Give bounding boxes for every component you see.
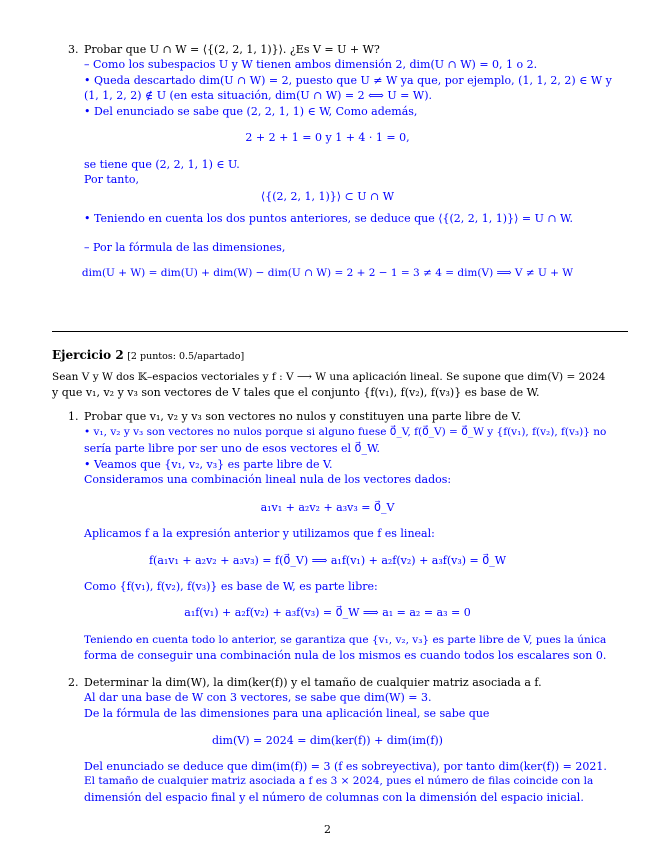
answer-line: Como {f(v₁), f(v₂), f(v₃)} es base de W, es parte libre: [84,580,378,593]
equation: dim(V) = 2024 = dim(ker(f)) + dim(im(f)) [212,734,443,747]
answer-line: – Como los subespacios U y W tienen ambos dimensión 2, dim(U ∩ W) = 0, 1 o 2. [84,58,538,71]
question-text: Probar que v₁, v₂ y v₃ son vectores no nulos y constituyen una parte libre de V. [84,410,522,423]
exercise-heading [52,349,244,363]
item-number: 2. [68,676,79,689]
answer-line: • Veamos que {v₁, v₂, v₃} es parte libre de V. [84,458,333,471]
answer-line: forma de conseguir una combinación nula de los mismos es cuando todos los escalares son 0. [84,649,607,662]
answer-line: se tiene que (2, 2, 1, 1) ∈ U. [84,158,240,171]
answer-line: El tamaño de cualquier matriz asociada a f es 3 × 2024, pues el número de filas coincide con la [84,775,594,787]
answer-line: • Del enunciado se sabe que (2, 2, 1, 1) ∈ W, Como además, [84,105,418,118]
equation: a₁f(v₁) + a₂f(v₂) + a₃f(v₃) = 0⃗_W ⟹ a₁ = a₂ = a₃ = 0 [184,606,471,619]
answer-line: • Teniendo en cuenta los dos puntos anteriores, se deduce que ⟨{(2, 2, 1, 1)}⟩ = U ∩ W. [84,212,573,225]
exercise-intro: y que v₁, v₂ y v₃ son vectores de V tales que el conjunto {f(v₁), f(v₂), f(v₃)} es base de W. [52,386,540,399]
page-number: 2 [324,823,331,836]
equation: ⟨{(2, 2, 1, 1)}⟩ ⊂ U ∩ W [260,190,395,203]
item-number: 3. [68,43,79,56]
question-text: Probar que U ∩ W = ⟨{(2, 2, 1, 1)}⟩. ¿Es V = U + W? [84,43,380,56]
exercise-title: Ejercicio 2 [52,348,124,362]
section-divider [52,331,628,332]
equation: dim(U + W) = dim(U) + dim(W) − dim(U ∩ W) = 2 + 2 − 1 = 3 ≠ 4 = dim(V) ⟹ V ≠ U + W [81,267,574,279]
answer-line: Consideramos una combinación lineal nula de los vectores dados: [84,473,452,486]
answer-line: Por tanto, [84,173,139,186]
equation: a₁v₁ + a₂v₂ + a₃v₃ = 0⃗_V [260,501,395,514]
answer-line: dimensión del espacio final y el número de columnas con la dimensión del espacio inicial. [84,791,584,804]
item-number: 1. [68,410,79,423]
exercise-intro: Sean V y W dos 𝕂–espacios vectoriales y f : V ⟶ W una aplicación lineal. Se supone que dim(V) = 2024 [52,371,606,383]
question-text: Determinar la dim(W), la dim(ker(f)) y el tamaño de cualquier matriz asociada a f. [84,676,542,689]
answer-line: – Por la fórmula de las dimensiones, [84,241,286,254]
equation: f(a₁v₁ + a₂v₂ + a₃v₃) = f(0⃗_V) ⟹ a₁f(v₁) + a₂f(v₂) + a₃f(v₃) = 0⃗_W [148,554,507,567]
equation: 2 + 2 + 1 = 0 y 1 + 4 · 1 = 0, [245,131,410,144]
answer-line: sería parte libre por ser uno de esos vectores el 0⃗_W. [84,442,380,455]
answer-line: De la fórmula de las dimensiones para una aplicación lineal, se sabe que [84,707,490,720]
answer-line: Del enunciado se deduce que dim(im(f)) = 3 (f es sobreyectiva), por tanto dim(ker(f)) = 2021. [84,760,607,773]
answer-line: • Queda descartado dim(U ∩ W) = 2, puesto que U ≠ W ya que, por ejemplo, (1, 1, 2, 2) ∈ W y [84,74,612,87]
answer-line: Al dar una base de W con 3 vectores, se sabe que dim(W) = 3. [84,691,432,704]
exercise-points: [2 puntos: 0.5/apartado] [127,351,245,362]
answer-line: • v₁, v₂ y v₃ son vectores no nulos porque si alguno fuese 0⃗_V, f(0⃗_V) = 0⃗_W y {f(v₁), f(v₂), f(v₃)} no [84,426,607,438]
answer-line: (1, 1, 2, 2) ∉ U (en esta situación, dim(U ∩ W) = 2 ⟺ U = W). [84,89,432,102]
answer-line: Aplicamos f a la expresión anterior y utilizamos que f es lineal: [84,527,435,540]
answer-line: Teniendo en cuenta todo lo anterior, se garantiza que {v₁, v₂, v₃} es parte libre de V, pues la única [84,634,607,646]
